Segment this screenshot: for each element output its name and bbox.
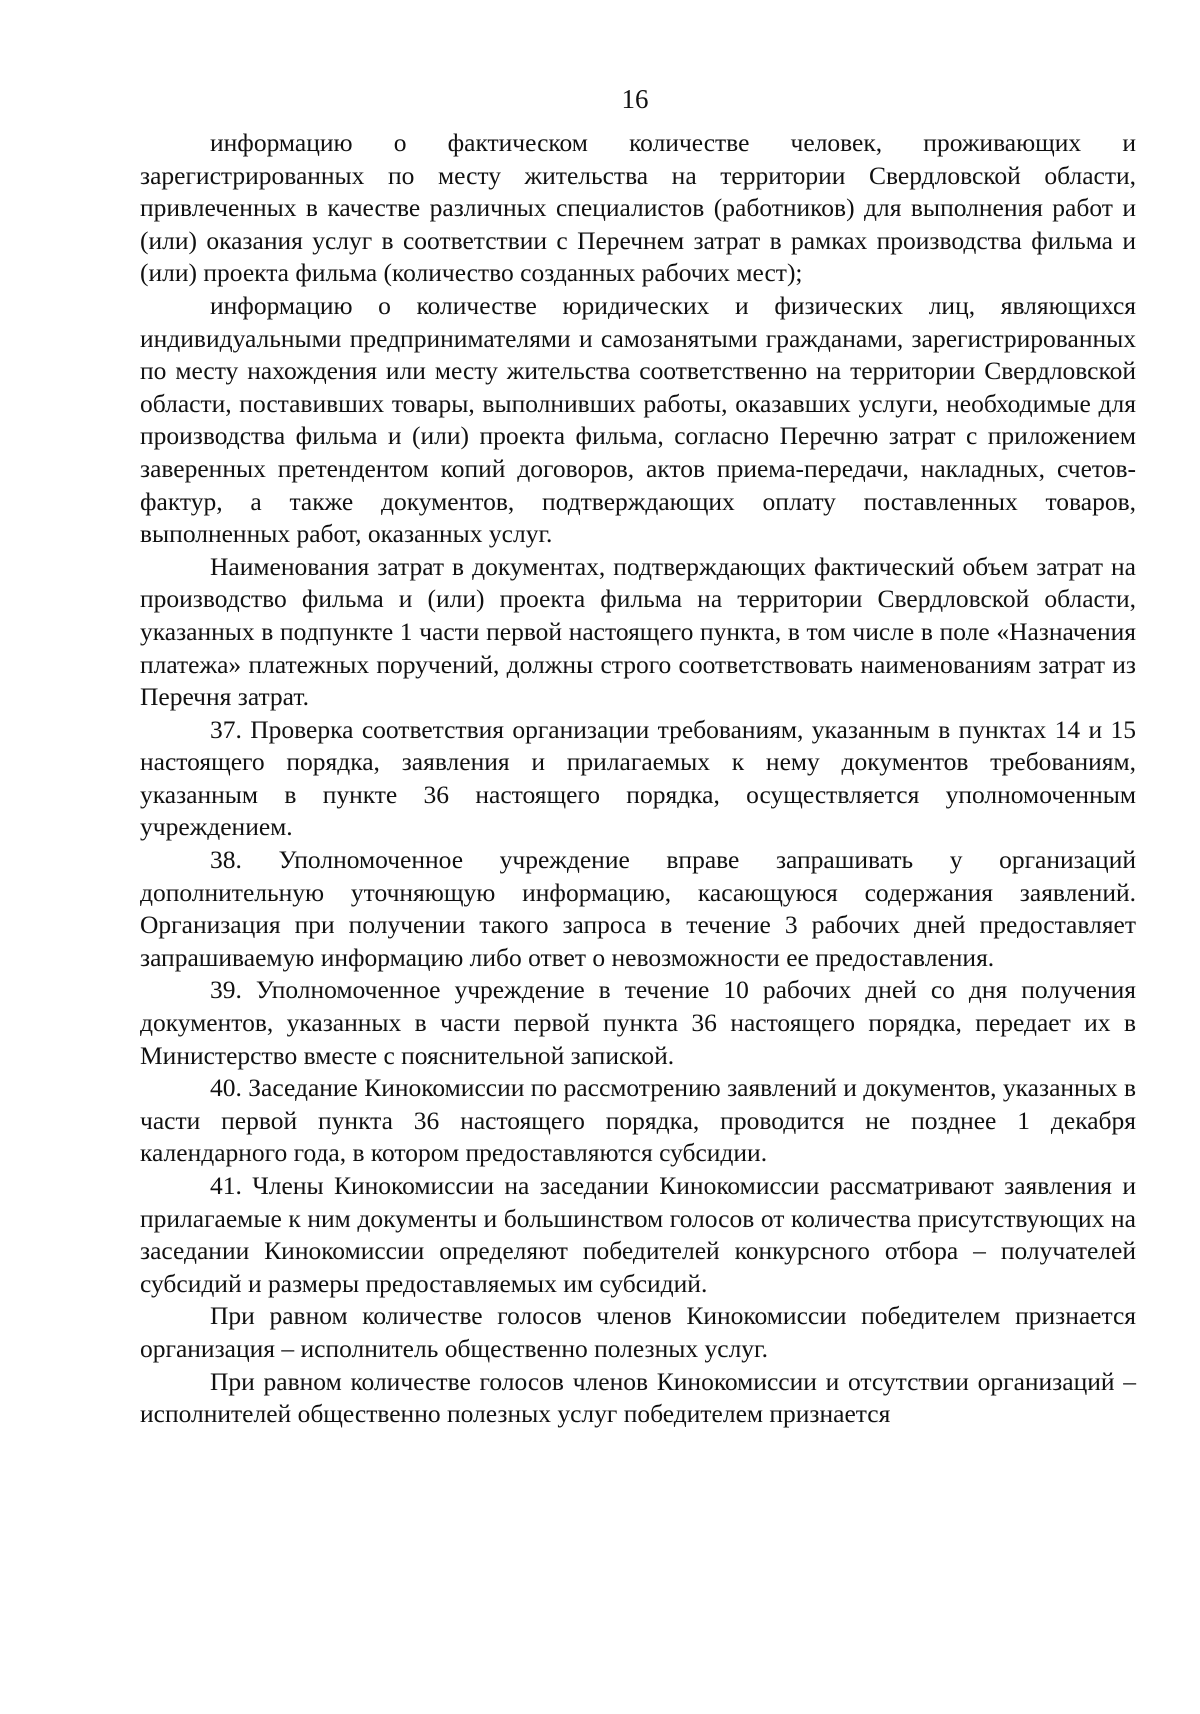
paragraph: Наименования затрат в документах, подтверждающих фактический объем затрат на производство фильма и (или) проекта фильма на территории Свердловской области, указанных в подпункте 1 части первой настоящего пункта, в том числе в поле «Назначения платежа» платежных поручений, должны строго соответствовать наименованиям затрат из Перечня затрат.	[140, 551, 1136, 712]
paragraph: информацию о фактическом количестве человек, проживающих и зарегистрированных по месту жительства на территории Свердловской области, привлеченных в качестве различных специалистов (работников) для выполнения работ и (или) оказания услуг в соответствии с Перечнем затрат в рамках производства фильма и (или) проекта фильма (количество созданных рабочих мест);	[140, 128, 1136, 288]
paragraph: 41. Члены Кинокомиссии на заседании Кинокомиссии рассматривают заявления и прилагаемые к ним документы и большинством голосов от количества присутствующих на заседании Кинокомиссии определяют победителей конкурсного отбора – получателей субсидий и размеры предоставляемых им субсидий.	[140, 1171, 1136, 1298]
paragraph: При равном количестве голосов членов Кинокомиссии и отсутствии организаций – исполнителей общественно полезных услуг победителем признается	[140, 1366, 1136, 1429]
paragraph: При равном количестве голосов членов Кинокомиссии победителем признается организация – исполнитель общественно полезных услуг.	[140, 1301, 1136, 1363]
paragraph: информацию о количестве юридических и физических лиц, являющихся индивидуальными предпринимателями и самозанятыми гражданами, зарегистрированных по месту нахождения или месту жительства соответственно на территории Свердловской области, поставивших товары, выполнивших работы, оказавших услуги, необходимые для производства фильма и (или) проекта фильма, согласно Перечню затрат с приложением заверенных претендентом копий договоров, актов приема-передачи, накладных, счетов-фактур, а также документов, подтверждающих оплату поставленных товаров, выполненных работ, оказанных услуг.	[140, 290, 1136, 549]
paragraph: 37. Проверка соответствия организации требованиям, указанным в пунктах 14 и 15 настоящего порядка, заявления и прилагаемых к нему документов требованиям, указанным в пункте 36 настоящего порядка, осуществляется уполномоченным учреждением.	[140, 714, 1136, 842]
document-body	[140, 127, 1136, 1431]
paragraph: 40. Заседание Кинокомиссии по рассмотрению заявлений и документов, указанных в части первой пункта 36 настоящего порядка, проводится не позднее 1 декабря календарного года, в котором предоставляются субсидии.	[140, 1073, 1136, 1168]
page-number: 16	[621, 84, 649, 114]
paragraph: 39. Уполномоченное учреждение в течение 10 рабочих дней со дня получения документов, указанных в части первой пункта 36 настоящего порядка, передает их в Министерство вместе с пояснительной запиской.	[140, 975, 1136, 1070]
paragraph: 38. Уполномоченное учреждение вправе запрашивать у организаций дополнительную уточняющую информацию, касающуюся содержания заявлений. Организация при получении такого запроса в течение 3 рабочих дней предоставляет запрашиваемую информацию либо ответ о невозможности ее предоставления.	[140, 845, 1136, 972]
